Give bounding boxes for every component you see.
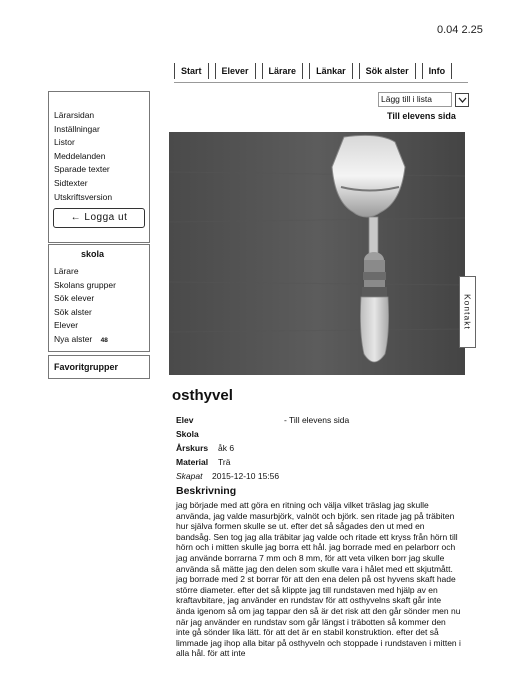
count-badge: 48	[100, 336, 108, 344]
sidebar-item-sok-elever[interactable]: Sök elever	[54, 293, 95, 304]
nav-divider	[174, 82, 468, 83]
student-page-link[interactable]: - Till elevens sida	[284, 415, 350, 425]
material-label: Material	[176, 457, 209, 467]
material-value: Trä	[218, 457, 231, 467]
sidebar-item-listor[interactable]: Listor	[54, 137, 75, 148]
tab-elever[interactable]: Elever	[215, 63, 256, 79]
student-name	[218, 413, 284, 427]
grade-value: åk 6	[218, 443, 235, 453]
description-heading: Beskrivning	[176, 485, 237, 497]
student-label: Elev	[176, 415, 194, 425]
logout-button[interactable]	[53, 208, 145, 228]
item-metadata	[176, 413, 349, 483]
logout-label: Logga ut	[84, 212, 128, 224]
tab-lankar[interactable]: Länkar	[309, 63, 353, 79]
created-label: Skapat	[176, 471, 203, 481]
personal-menu	[48, 91, 150, 243]
favorites-heading: Favoritgrupper	[54, 362, 119, 372]
sidebar-item-nya-alster[interactable]	[49, 333, 149, 348]
school-menu	[48, 244, 150, 352]
sidebar-item-meddelanden[interactable]: Meddelanden	[54, 150, 106, 161]
chevron-down-icon[interactable]	[455, 93, 469, 107]
add-to-list-value[interactable]: Lägg till i lista	[378, 92, 452, 107]
description-text: jag började med att göra en ritning och välja vilket träslag jag skulle använda, jag valde masurbjörk, valnöt och björk. sen ritade jag på träbiten hur själva formen skulle se ut. efter det så sågades den ut med en bandsåg. Sen tog jag alla träbitar jag valde och ritade ett kryss från hörn till hörn och i mitten skulle jag borra ett hål. jag borrade med en pelarborr och jag använde borrarna 7 mm och 8 mm, för att veta vilken borr jag skulle använda så mätte jag den delen som skulle vara i hålet med ett skjutmått. jag borrade med 2 st borrar för att den ena delen på ost hyvens skaft hade större diameter. efter det så klippte jag till rundstaven med hjälp av en kraftavbitare, jag använder en rundstav för att osthyvelns skaft går inte ända igenom så om jag tappar den så är det risk att den går sönder men nu när jag använder en rundstav som går längst i träbotten så kommer den inte gå sönder lika lätt. för att det är en stabil konstruktion. efter det så limmade jag ihop alla bitar på osthyveln och stoppade i rundstaven i mitten i alla hål. för att inte	[176, 500, 461, 659]
sidebar-item-elever[interactable]: Elever	[54, 320, 79, 331]
tab-larare[interactable]: Lärare	[262, 63, 304, 79]
tab-start[interactable]: Start	[174, 63, 209, 79]
page-number: 0.04 2.25	[437, 24, 483, 36]
sidebar-item-installningar[interactable]: Inställningar	[54, 123, 100, 134]
contact-tab[interactable]	[459, 276, 476, 348]
tab-sok-alster[interactable]: Sök alster	[359, 63, 416, 79]
top-navigation	[174, 63, 464, 81]
product-photo	[169, 132, 465, 375]
sidebar-item-sok-alster[interactable]: Sök alster	[54, 306, 92, 317]
nya-alster-label: Nya alster	[54, 333, 93, 344]
contact-tab-label: Kontakt	[462, 294, 473, 330]
add-to-list-select[interactable]	[378, 92, 469, 107]
arrow-left-icon: ←	[70, 212, 82, 224]
sidebar-item-lararsidan[interactable]: Lärarsidan	[54, 110, 95, 120]
tab-info[interactable]: Info	[422, 63, 453, 79]
school-label: Skola	[176, 429, 199, 439]
sidebar-item-larare[interactable]: Lärare	[54, 266, 79, 276]
favorites-menu[interactable]	[48, 355, 150, 379]
created-value: 2015-12-10 15:56	[212, 471, 280, 481]
page-title: osthyvel	[172, 387, 233, 404]
sidebar-item-sidtexter[interactable]: Sidtexter	[54, 177, 88, 188]
sidebar-item-skolans-grupper[interactable]: Skolans grupper	[54, 279, 116, 290]
grade-label: Årskurs	[176, 443, 209, 453]
sidebar-item-utskriftsversion[interactable]: Utskriftsversion	[54, 191, 113, 202]
school-heading: skola	[81, 249, 105, 259]
sidebar-item-sparade-texter[interactable]: Sparade texter	[54, 164, 110, 175]
to-student-page-link[interactable]: Till elevens sida	[387, 111, 456, 121]
